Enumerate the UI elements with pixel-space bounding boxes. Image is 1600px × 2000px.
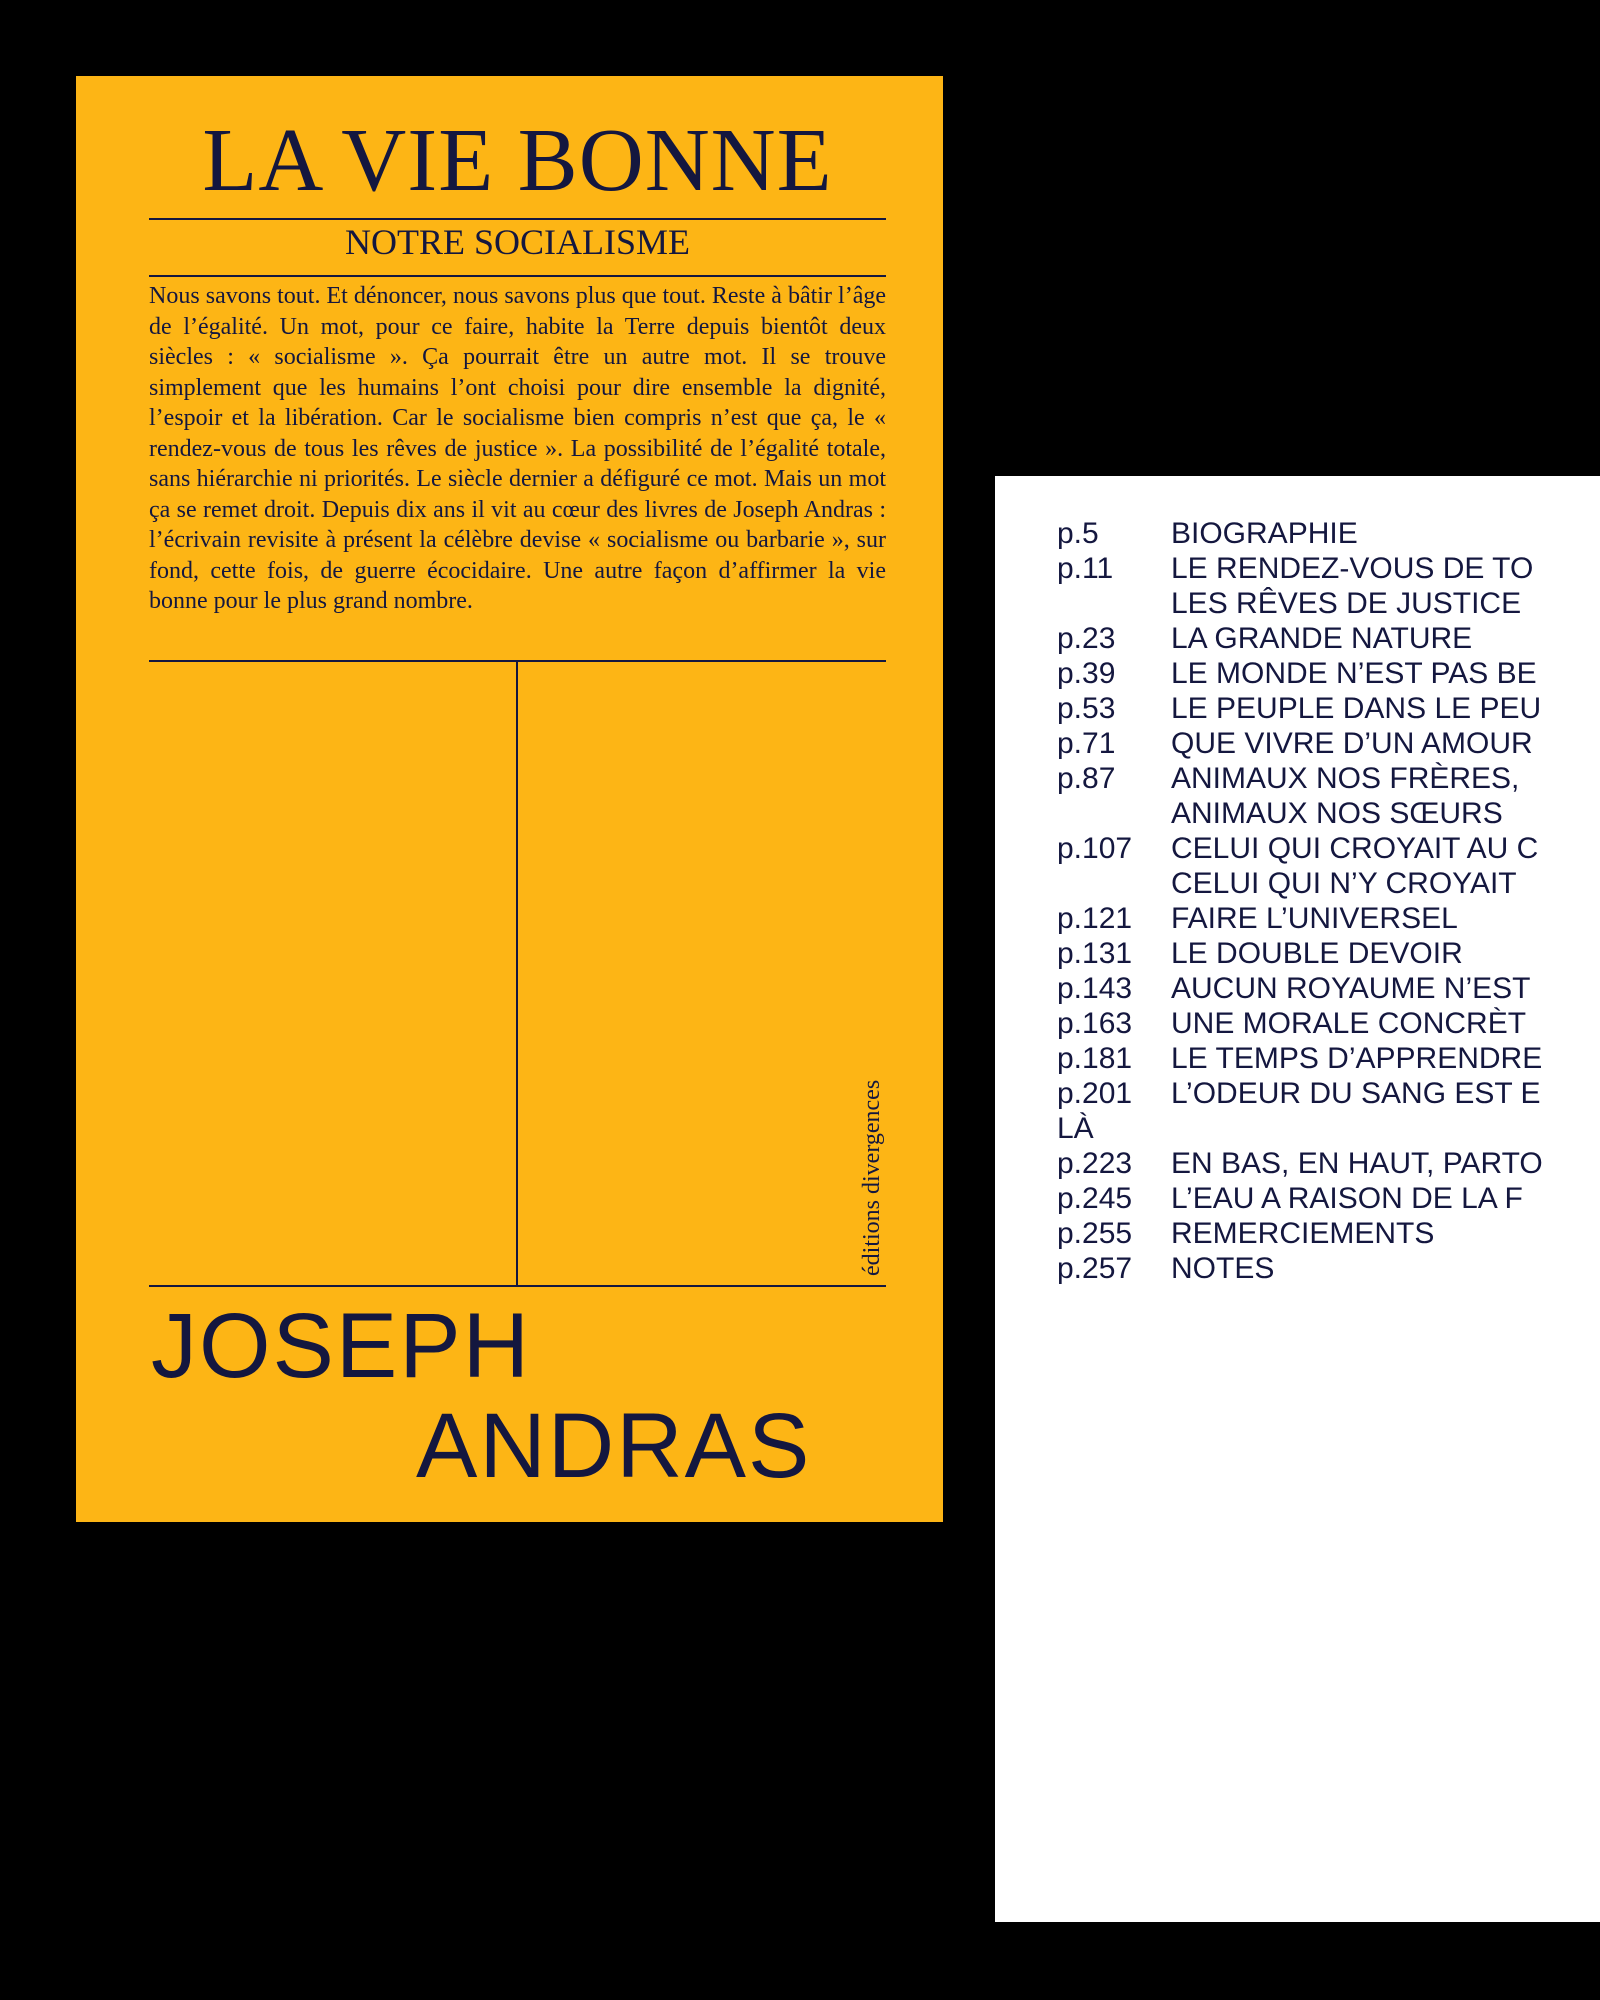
toc-page-number: p.23 — [1057, 622, 1116, 655]
toc-entry — [1057, 516, 1600, 551]
toc-entry — [1057, 1181, 1600, 1216]
book-subtitle: NOTRE SOCIALISME — [344, 222, 690, 262]
toc-chapter-title — [1171, 656, 1537, 691]
toc-title-line: UNE MORALE CONCRÈT — [1171, 1007, 1527, 1040]
toc-entry — [1057, 656, 1600, 691]
toc-chapter-title — [1171, 1216, 1434, 1251]
toc-chapter-title — [1171, 1181, 1523, 1216]
toc-chapter-title — [1171, 936, 1463, 971]
toc-title-line: CELUI QUI N’Y CROYAIT — [1171, 867, 1517, 900]
toc-title-line: LE PEUPLE DANS LE PEU — [1171, 692, 1542, 725]
book-title: LA VIE BONNE — [202, 111, 833, 210]
toc-chapter-title — [1171, 831, 1538, 901]
toc-page-number: p.223 — [1057, 1147, 1133, 1180]
author-rule — [149, 1285, 886, 1287]
toc-entry — [1057, 1076, 1600, 1111]
toc-title-line: AUCUN ROYAUME N’EST — [1171, 972, 1531, 1005]
toc-entry — [1057, 726, 1600, 761]
toc-entry — [1057, 1006, 1600, 1041]
toc-title-line: FAIRE L’UNIVERSEL — [1171, 902, 1458, 935]
toc-title-line: LA GRANDE NATURE — [1171, 622, 1473, 655]
table-of-contents — [1057, 516, 1600, 1286]
toc-entry — [1057, 691, 1600, 726]
toc-chapter-title — [1171, 971, 1530, 1006]
toc-chapter-title — [1171, 621, 1472, 656]
toc-page-number: p.5 — [1057, 517, 1099, 550]
toc-entry — [1057, 1216, 1600, 1251]
toc-page-number: p.245 — [1057, 1182, 1133, 1215]
toc-page-number: p.121 — [1057, 902, 1133, 935]
toc-page-number: p.255 — [1057, 1217, 1133, 1250]
toc-title-line: ANIMAUX NOS FRÈRES, — [1171, 762, 1520, 795]
toc-title-line: EN BAS, EN HAUT, PARTO — [1171, 1147, 1543, 1180]
toc-page-number: p.131 — [1057, 937, 1133, 970]
toc-chapter-title — [1171, 1251, 1274, 1286]
toc-chapter-title — [1171, 726, 1533, 761]
toc-chapter-title — [1171, 761, 1519, 831]
toc-page-number: p.163 — [1057, 1007, 1133, 1040]
toc-title-line: REMERCIEMENTS — [1171, 1217, 1435, 1250]
toc-title-line: LE MONDE N’EST PAS BE — [1171, 657, 1537, 690]
book-cover — [76, 76, 943, 1522]
toc-title-line: L’EAU A RAISON DE LA F — [1171, 1182, 1523, 1215]
toc-page-number: p.87 — [1057, 762, 1116, 795]
toc-title-line: BIOGRAPHIE — [1171, 517, 1358, 550]
toc-title-line: QUE VIVRE D’UN AMOUR — [1171, 727, 1533, 760]
toc-page-number: p.107 — [1057, 832, 1133, 865]
toc-title-line: LE DOUBLE DEVOIR — [1171, 937, 1463, 970]
toc-page-number: p.39 — [1057, 657, 1116, 690]
vertical-divider — [516, 661, 518, 1286]
toc-chapter-title — [1171, 901, 1458, 936]
toc-entry — [1057, 901, 1600, 936]
toc-chapter-title — [1171, 1006, 1526, 1041]
toc-entry — [1057, 831, 1600, 901]
toc-chapter-title — [1171, 1041, 1542, 1076]
publisher-name: éditions divergences — [859, 1079, 885, 1276]
subtitle-rule — [149, 275, 886, 277]
toc-page-number: p.53 — [1057, 692, 1116, 725]
toc-title-line: L’ODEUR DU SANG EST E — [1171, 1077, 1541, 1110]
author-last-name: ANDRAS — [416, 1395, 812, 1497]
toc-page-number: p.11 — [1057, 552, 1114, 585]
toc-page-number: p.71 — [1057, 727, 1116, 760]
title-rule — [149, 218, 886, 220]
toc-entry — [1057, 621, 1600, 656]
toc-chapter-title — [1171, 1146, 1543, 1181]
toc-title-line: LES RÊVES DE JUSTICE — [1171, 587, 1522, 620]
toc-entry — [1057, 971, 1600, 1006]
toc-title-line: NOTES — [1171, 1252, 1275, 1285]
toc-title-line: ANIMAUX NOS SŒURS — [1171, 797, 1503, 830]
toc-page-number: p.181 — [1057, 1042, 1133, 1075]
toc-chapter-title — [1171, 691, 1541, 726]
toc-title-line: CELUI QUI CROYAIT AU C — [1171, 832, 1539, 865]
back-blurb: Nous savons tout. Et dénoncer, nous savons plus que tout. Reste à bâtir l’âge de l’égalité. Un mot, pour ce faire, habite la Terre depuis bientôt deux siècles : « socialisme ». Ça pourrait être un autre mot. Il se trouve simplement que les humains l’ont choisi pour dire ensemble la dignité, l’espoir et la libération. Car le socialisme bien compris n’est que ça, le « rendez-vous de tous les rêves de justice ». La possibilité de l’égalité totale, sans hiérarchie ni priorités. Le siècle dernier a défiguré ce mot. Mais un mot ça se remet droit. Depuis dix ans il vit au cœur des livres de Joseph Andras : l’écrivain revisite à présent la célèbre devise « socialisme ou barbarie », sur fond, cette fois, de guerre écocidaire. Une autre façon d’affirmer la vie bonne pour le plus grand nombre. — [149, 283, 886, 614]
toc-page-number: p.257 — [1057, 1252, 1133, 1285]
toc-entry — [1057, 1146, 1600, 1181]
toc-chapter-title — [1171, 1076, 1541, 1111]
toc-page-number: p.143 — [1057, 972, 1133, 1005]
toc-entry — [1057, 1251, 1600, 1286]
toc-entry — [1057, 936, 1600, 971]
toc-title-overflow: LÀ — [1057, 1112, 1094, 1145]
toc-chapter-title — [1171, 516, 1358, 551]
toc-title-line: LE TEMPS D’APPRENDRE — [1171, 1042, 1543, 1075]
toc-entry — [1057, 761, 1600, 831]
table-of-contents-page — [995, 476, 1600, 1922]
toc-entry — [1057, 1041, 1600, 1076]
toc-chapter-title — [1171, 551, 1533, 621]
toc-entry — [1057, 551, 1600, 621]
author-first-name: JOSEPH — [151, 1295, 532, 1397]
toc-title-line: LE RENDEZ-VOUS DE TO — [1171, 552, 1534, 585]
toc-page-number: p.201 — [1057, 1077, 1133, 1110]
